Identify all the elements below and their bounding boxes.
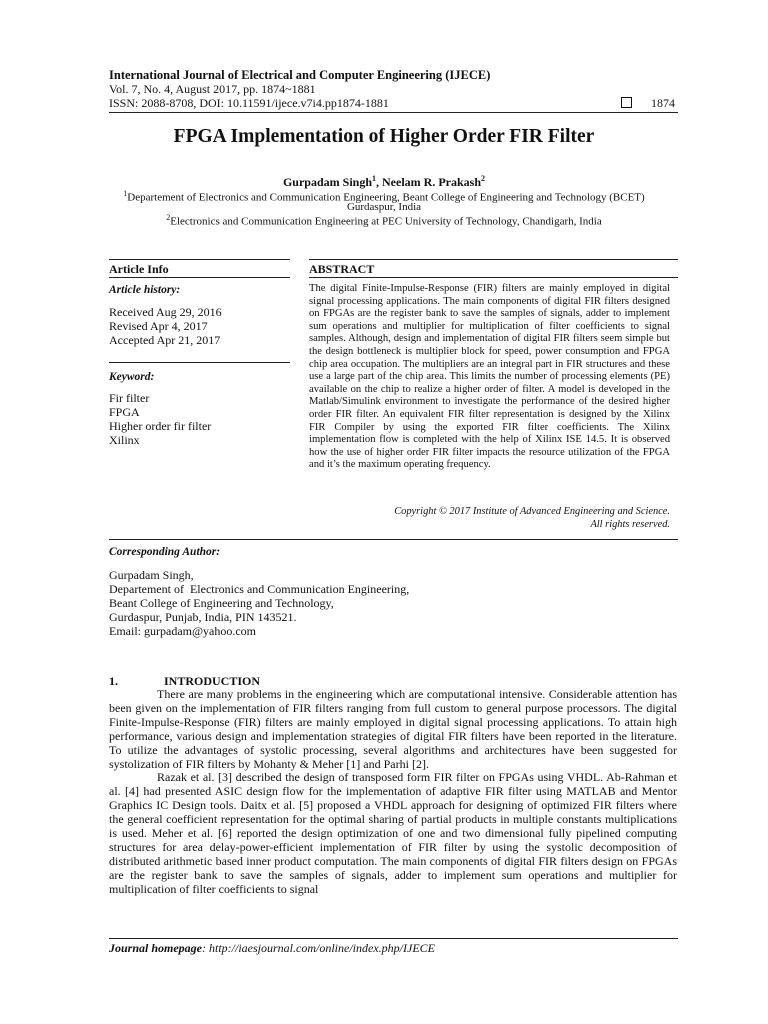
footer-rule [109,938,678,939]
author-superscript: 1 [372,174,377,183]
author-superscript: 2 [481,174,486,183]
corresponding-name: Gurpadam Singh, [109,568,194,582]
square-box-icon [621,97,632,108]
corresponding-college: Beant College of Engineering and Technology, [109,596,334,610]
homepage-label: Journal homepage [109,941,203,955]
paper-title: FPGA Implementation of Higher Order FIR Filter [173,126,595,147]
page-number: 1874 [651,96,675,110]
keyword-heading: Keyword: [109,371,155,383]
accepted-date: Accepted Apr 21, 2017 [109,333,221,347]
journal-name: International Journal of Electrical and Computer Engineering (IJECE) [109,68,491,82]
homepage-link[interactable]: http://iaesjournal.com/online/index.php/IJECE [209,941,435,955]
journal-volume-line: Vol. 7, No. 4, August 2017, pp. 1874~1881 [109,82,316,96]
intro-paragraph: There are many problems in the engineering which are computational intensive. Considerable attention has been given on the implementation of FIR filters ranging from full custom to general purpose processors. The digital Finite-Impulse-Response (FIR) filters are mainly employed in digital signal processing applications. To attain high performance, various design and implementation strategies of digital FIR filters have been reported in the literature. To utilize the advantages of systolic processing, several algorithms and architectures have been suggested for systolization of FIR filters by Mohanty & Meher [1] and Parhi [2]. [109,687,677,771]
affiliation-text: Departement of Electronics and Communication Engineering, Beant College of Engineering and Technology (BCET) [127,191,645,204]
journal-homepage [109,941,435,956]
affiliation-2 [0,212,768,228]
journal-issn-line: ISSN: 2088-8708, DOI: 10.11591/ijece.v7i4.pp1874-1881 [109,96,389,110]
author-separator: , [376,175,383,189]
keyword-item: FPGA [109,405,140,419]
author-name: Gurpadam Singh [282,175,373,189]
info-bottom-rule [109,539,678,540]
keyword-item: Higher order fir filter [109,419,212,433]
keyword-item: Xilinx [109,433,140,447]
affiliation-superscript: 2 [166,213,171,222]
copyright-notice [309,506,670,531]
intro-body [109,688,677,897]
author-name: Neelam R. Prakash [382,175,482,189]
abstract-top-rule [309,259,678,260]
corresponding-author-heading: Corresponding Author: [109,546,221,558]
corresponding-department: Departement of Electronics and Communication Engineering, [109,582,410,596]
abstract-heading: ABSTRACT [309,262,375,276]
copyright-line: Copyright © 2017 Institute of Advanced Engineering and Science. [394,506,670,517]
affiliation-1-city: Gurdaspur, India [346,201,422,213]
corresponding-email: Email: gurpadam@yahoo.com [109,624,257,638]
abstract-text: The digital Finite-Impulse-Response (FIR) filters are mainly employed in digital signal processing applications. The main components of digital FIR filters designed on FPGAs are the register bank to save the samples of signals, adder to implement sum operations and multiplier for multiplication of filter coefficients to signal samples. Although, design and implementation of digital FIR filters seem simple but the design bottleneck is multiplier block for speed, power consumption and FPGA chip area occupation. The multipliers are an integral part in FIR structures and these use a large part of the chip area. This limits the number of processing elements (PE) available on the chip to realize a higher order of filter. A model is developed in the Matlab/Simulink environment to investigate the performance of the desired higher order FIR filter. An equivalent FIR filter representation is designed by the Xilinx FIR Compiler by using the exported FIR filter coefficients. The Xilinx implementation flow is completed with the help of Xilinx ISE 14.5. It is observed how the use of higher order FIR filter impacts the resource utilization of the FPGA and it’s the maximum operating frequency. [309,283,670,471]
abstract-sub-rule [309,277,678,278]
keyword-rule [109,362,290,363]
rights-line: All rights reserved. [590,518,670,530]
article-info-sub-rule [109,277,290,278]
article-info-heading: Article Info [109,262,169,276]
corresponding-address: Gurdaspur, Punjab, India, PIN 143521. [109,610,297,624]
article-info-top-rule [109,259,290,260]
received-date: Received Aug 29, 2016 [109,305,222,319]
section-number: 1. [109,674,118,688]
affiliation-superscript: 1 [123,189,128,198]
header-rule [109,112,678,113]
affiliation-text: Electronics and Communication Engineering at PEC University of Technology, Chandigarh, India [170,215,602,228]
revised-date: Revised Apr 4, 2017 [109,319,208,333]
article-history-heading: Article history: [109,284,181,296]
keyword-item: Fir filter [109,391,150,405]
homepage-colon: : [202,941,210,955]
section-title: INTRODUCTION [164,674,261,688]
intro-paragraph: Razak et al. [3] described the design of transposed form FIR filter on FPGAs using VHDL. Ab-Rahman et al. [4] had presented ASIC design flow for the implementation of adaptive FIR filter using MATLAB and Mentor Graphics IC Design tools. Daitx et al. [5] proposed a VHDL approach for designing of optimized FIR filters where the general coefficient representation for the optimal sharing of partial products in multiple constants multiplications is used. Meher et al. [6] reported the design optimization of one and two dimensional fully pipelined computing structures for area delay-power-efficient implementation of FIR filter by using the systolic decomposition of distributed arithmetic based inner product computation. The main components of digital FIR filters design on FPGAs are the register bank to save the samples of signals, adder to implement sum operations and multiplier for multiplication of filter coefficients to signal [109,770,677,896]
